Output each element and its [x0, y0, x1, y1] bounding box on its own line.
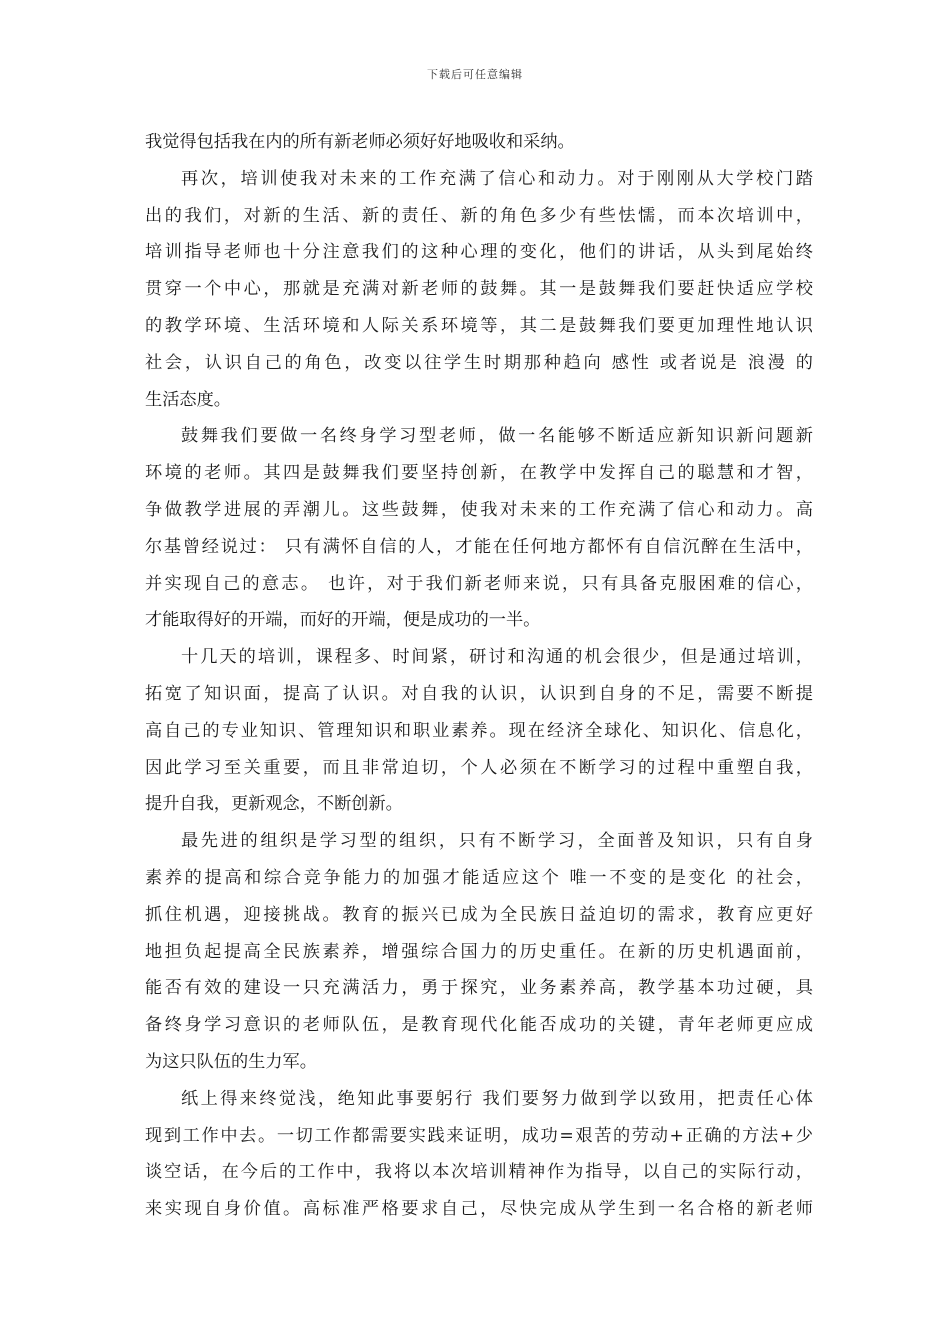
text-line: 高自己的专业知识、管理知识和职业素养。现在经济全球化、知识化、信息化， [145, 720, 813, 741]
text-line: 能否有效的建设一只充满活力，勇于探究，业务素养高，教学基本功过硬，具 [145, 978, 813, 999]
text-line: 最先进的组织是学习型的组织，只有不断学习，全面普及知识，只有自身 [181, 831, 813, 852]
text-line: 社会，认识自己的角色，改变以往学生时期那种趋向 感性 或者说是 浪漫 的 [145, 352, 813, 373]
text-line: 谈空话，在今后的工作中，我将以本次培训精神作为指导，以自己的实际行动， [145, 1162, 813, 1183]
text-line: 环境的老师。其四是鼓舞我们要坚持创新，在教学中发挥自己的聪慧和才智， [145, 463, 813, 484]
text-line: 的教学环境、生活环境和人际关系环境等，其二是鼓舞我们要更加理性地认识 [145, 315, 813, 336]
text-line: 来实现自身价值。高标准严格要求自己，尽快完成从学生到一名合格的新老师 [145, 1199, 813, 1220]
page-header: 下载后可任意编辑 [427, 68, 523, 81]
text-line: 才能取得好的开端，而好的开端，便是成功的一半。 [145, 610, 541, 631]
text-line: 培训指导老师也十分注意我们的这种心理的变化，他们的讲话，从头到尾始终 [145, 242, 813, 263]
text-line: 鼓舞我们要做一名终身学习型老师，做一名能够不断适应新知识新问题新 [181, 426, 813, 447]
text-line: 因此学习至关重要，而且非常迫切，个人必须在不断学习的过程中重塑自我， [145, 757, 813, 778]
text-line: 拓宽了知识面，提高了认识。对自我的认识，认识到自身的不足，需要不断提 [145, 683, 813, 704]
text-line: 备终身学习意识的老师队伍，是教育现代化能否成功的关键，青年老师更应成 [145, 1015, 813, 1036]
text-line: 并实现自己的意志。 也许，对于我们新老师来说，只有具备克服困难的信心， [145, 573, 813, 594]
text-line: 生活态度。 [145, 389, 231, 410]
text-line: 纸上得来终觉浅，绝知此事要躬行 我们要努力做到学以致用，把责任心体 [181, 1088, 813, 1109]
text-line: 贯穿一个中心，那就是充满对新老师的鼓舞。其一是鼓舞我们要赶快适应学校 [145, 279, 813, 300]
text-line: 为这只队伍的生力军。 [145, 1051, 317, 1072]
text-line: 尔基曾经说过： 只有满怀自信的人，才能在任何地方都怀有自信沉醉在生活中， [145, 536, 813, 557]
text-line: 争做教学进展的弄潮儿。这些鼓舞，使我对未来的工作充满了信心和动力。高 [145, 499, 813, 520]
text-line: 我觉得包括我在内的所有新老师必须好好地吸收和采纳。 [145, 132, 575, 152]
text-line: 出的我们，对新的生活、新的责任、新的角色多少有些怯懦，而本次培训中， [145, 205, 813, 226]
text-line: 再次，培训使我对未来的工作充满了信心和动力。对于刚刚从大学校门踏 [181, 168, 813, 189]
text-line: 十几天的培训，课程多、时间紧，研讨和沟通的机会很少，但是通过培训， [181, 647, 813, 668]
text-line: 抓住机遇，迎接挑战。教育的振兴已成为全民族日益迫切的需求，教育应更好 [145, 904, 813, 925]
text-line: 素养的提高和综合竞争能力的加强才能适应这个 唯一不变的是变化 的社会， [145, 867, 813, 888]
text-line: 现到工作中去。一切工作都需要实践来证明，成功=艰苦的劳动+正确的方法+少 [145, 1125, 813, 1146]
text-line: 提升自我，更新观念，不断创新。 [145, 794, 403, 815]
document-body [145, 124, 813, 1228]
text-line: 地担负起提高全民族素养，增强综合国力的历史重任。在新的历史机遇面前， [145, 941, 813, 962]
